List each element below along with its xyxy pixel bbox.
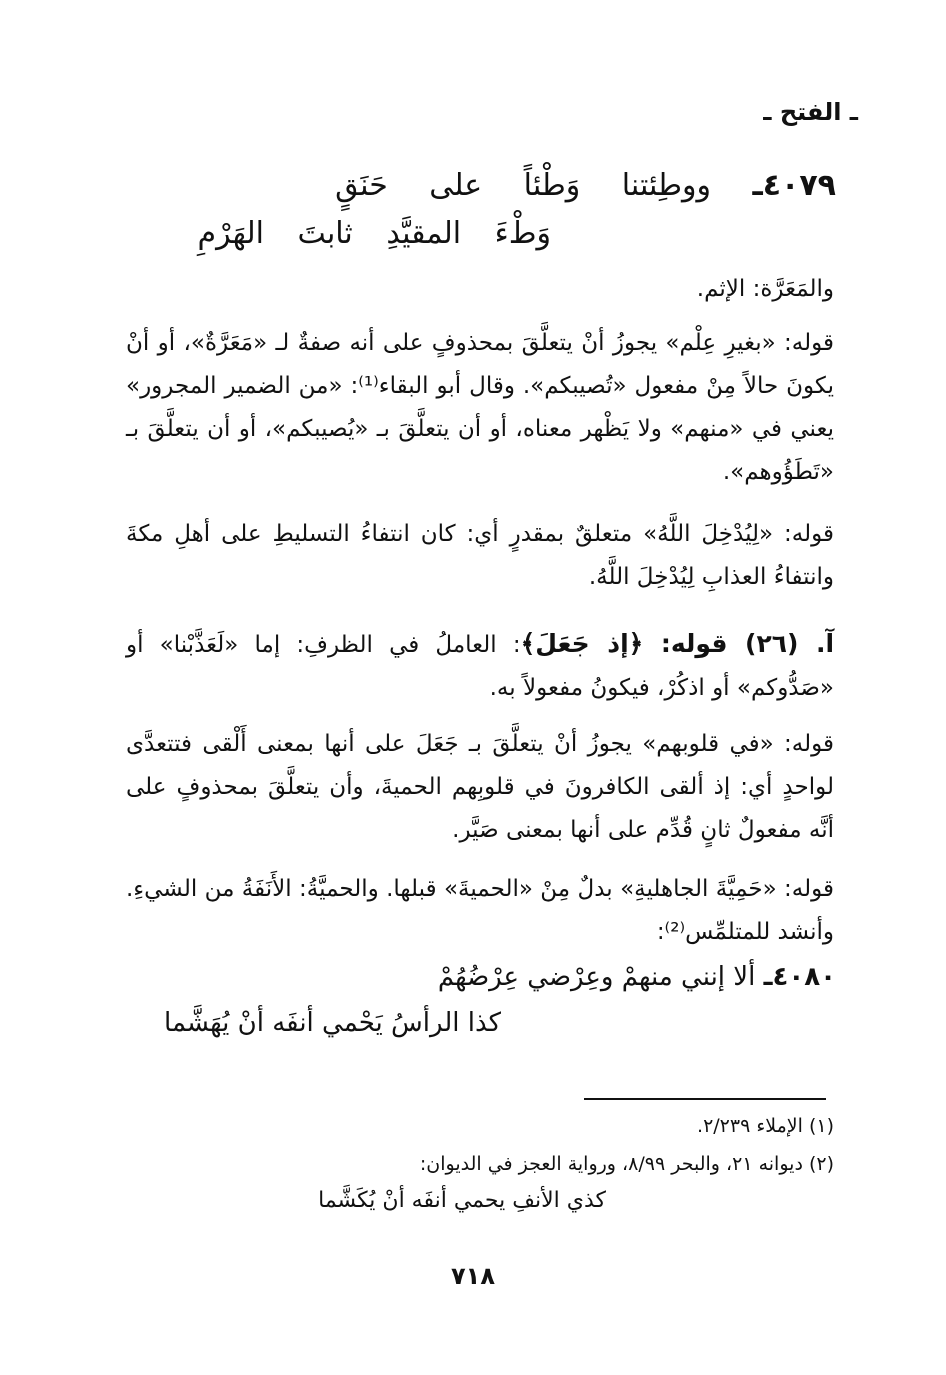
running-header: ـ الفتح ـ <box>763 98 858 126</box>
verse-4079-second-hemistich: وَطْءَ المقيَّدِ ثابتَ الهَرْمِ <box>197 216 551 251</box>
paragraph-definition: والمَعَرَّة: الإثم. <box>696 276 834 302</box>
paragraph-bighayri-ilm: قوله: «بغيرِ عِلْم» يجوزُ أنْ يتعلَّقَ بمحذوفٍ على أنه صفةٌ لـ «مَعَرَّةٌ»، أو أنْ يكونَ حالاً مِنْ مفعول «تُصيبكم». وقال أبو البقاء⁽¹⁾: «من الضمير المجرور» يعني في «منهم» ولا يَظْهر معناه، أو أن يتعلَّقَ بـ «يُصيبكم»، أو أن يتعلَّقَ بـ «تَطَؤُوهم». <box>126 330 834 485</box>
verse-text: ووطِئتنا وَطْئاً على حَنَقٍ <box>335 168 711 203</box>
footnote-1: (١) الإملاء ٢/٢٣٩. <box>697 1115 834 1137</box>
verse-number: ٤٠٧٩ـ <box>752 168 836 203</box>
paragraph-fi-qulubihim: قوله: «في قلوبهم» يجوزُ أنْ يتعلَّقَ بـ جَعَلَ على أنها بمعنى أَلْقى فتتعدَّى لواحدٍ أي: إذ ألقى الكافرونَ في قلوبِهم الحميةَ، وأن يتعلَّقَ بمحذوفٍ على أنَّه مفعولٌ ثانٍ قُدِّم على أنها بمعنى صَيَّر. <box>126 731 834 843</box>
verse-4080-first-hemistich <box>438 962 836 992</box>
paragraph-liyudkhil: قوله: «لِيُدْخِلَ اللَّهُ» متعلقٌ بمقدرٍ أي: كان انتفاءُ التسليطِ على أهلِ مكةَ وانتفاءُ العذابِ لِيُدْخِلَ اللَّهُ. <box>126 521 834 590</box>
verse-4079-first-hemistich <box>335 168 836 203</box>
footnote-separator <box>584 1098 826 1100</box>
paragraph-hamiyyat-al-jahiliyya: قوله: «حَمِيَّةَ الجاهليةِ» بدلٌ مِنْ «الحميةَ» قبلها. والحميَّةُ: الأَنَفَةُ من الشيءِ. وأنشد للمتلمِّس⁽²⁾: <box>126 876 834 945</box>
verse-4080-second-hemistich: كذا الرأسُ يَحْمي أنفَه أنْ يُهَشَّما <box>164 1008 501 1038</box>
paragraph-ayah-26 <box>126 622 834 710</box>
page-number: ٧١٨ <box>451 1262 495 1290</box>
verse-number: ٤٠٨٠ـ <box>763 962 836 992</box>
ayah-commentary: : العاملُ في الظرفِ: إما «لَعَذَّبْنا» أو «صَدُّوكم» أو اذكُرْ، فيكونُ مفعولاً به. <box>126 632 834 701</box>
ayah-heading: آ. (٢٦) قوله: ﴿إذ جَعَلَ﴾ <box>520 629 835 658</box>
verse-text: ألا إنني منهمْ وعِرْضي عِرْضُهُمْ <box>437 962 756 992</box>
footnote-2: (٢) ديوانه ٢١، والبحر ٨/٩٩، ورواية العجز في الديوان: <box>419 1153 834 1175</box>
footnote-2-verse: كذي الأنفِ يحمي أنفَه أنْ يُكَشَّما <box>318 1188 606 1213</box>
